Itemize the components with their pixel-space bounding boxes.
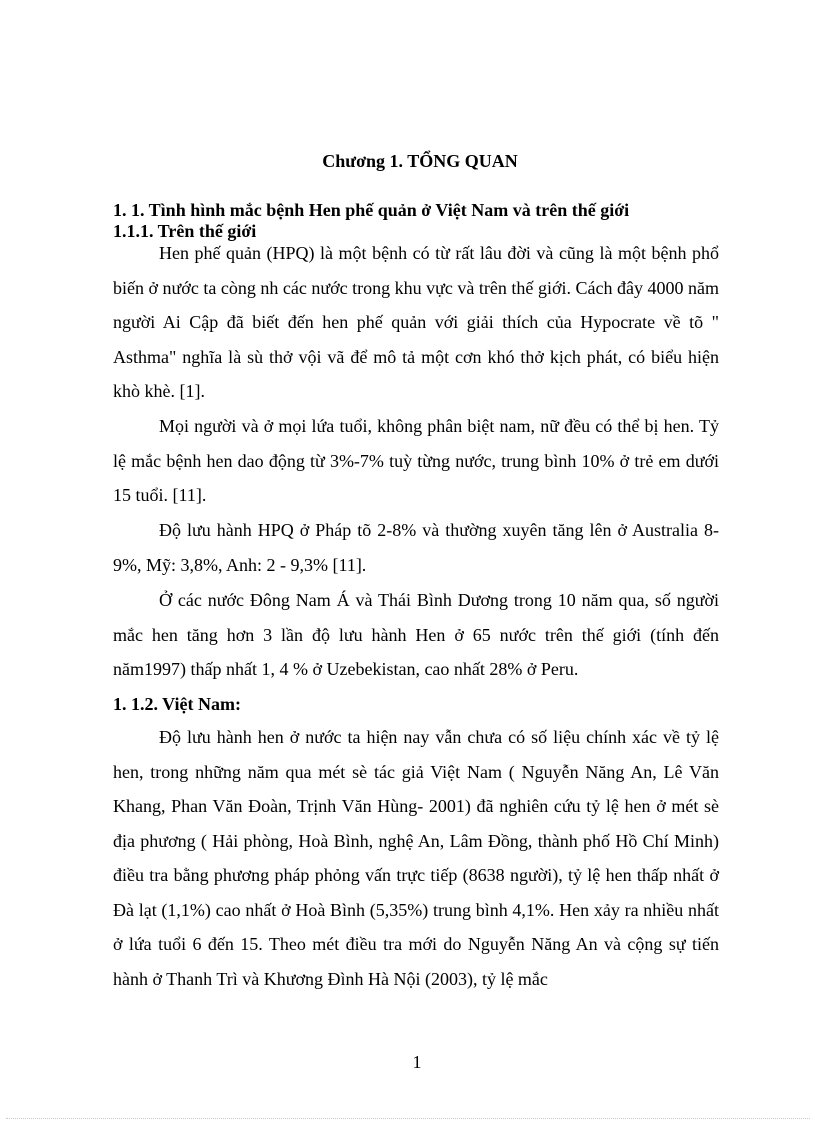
page-number: 1	[412, 1052, 422, 1072]
paragraph-country-prevalence: Độ lưu hành HPQ ở Pháp tõ 2-8% và thường xuyên tăng lên ở Australia 8-9%, Mỹ: 3,8%, Anh: 2 - 9,3% [11].	[113, 520, 719, 575]
paragraph-vietnam: Độ lưu hành hen ở nước ta hiện nay vẫn chưa có số liệu chính xác về tỷ lệ hen, trong những năm qua mét sè tác giả Việt Nam ( Nguyễn Năng An, Lê Văn Khang, Phan Văn Đoàn, Trịnh Văn Hùng- 2001) đã nghiên cứu tỷ lệ hen ở mét sè địa phương ( Hải phòng, Hoà Bình, nghệ An, Lâm Đồng, thành phố Hồ Chí Minh) điều tra bằng phương pháp phỏng vấn trực tiếp (8638 người), tỷ lệ hen thấp nhất ở Đà lạt (1,1%) cao nhất ở Hoà Bình (5,35%) trung bình 4,1%. Hen xảy ra nhiều nhất ở lứa tuổi 6 đến 15. Theo mét điều tra mới do Nguyễn Năng An và cộng sự tiến hành ở Thanh Trì và Khương Đình Hà Nội (2003), tỷ lệ mắc	[113, 727, 719, 989]
paragraph-world-intro: Hen phế quản (HPQ) là một bệnh có từ rất lâu đời và cũng là một bệnh phổ biến ở nước ta còng nh các nước trong khu vực và trên thế giới. Cách đây 4000 năm người Ai Cập đã biết đến hen phế quản với giải thích của Hypocrate về tõ " Asthma" nghĩa là sù thở vội vã để mô tả một cơn khó thở kịch phát, có biểu hiện khò khè. [1].	[113, 243, 719, 401]
section-heading-1-1-2: 1. 1.2. Việt Nam:	[113, 694, 241, 714]
paragraph-age-prevalence: Mọi người và ở mọi lứa tuổi, không phân biệt nam, nữ đều có thể bị hen. Tỷ lệ mắc bệnh hen dao động từ 3%-7% tuỳ từng nước, trung bình 10% ở trẻ em dưới 15 tuổi. [11].	[113, 416, 719, 505]
section-heading-1-1: 1. 1. Tình hình mắc bệnh Hen phế quản ở Việt Nam và trên thế giới	[113, 200, 630, 220]
section-heading-1-1-1: 1.1.1. Trên thế giới	[113, 221, 257, 241]
chapter-title: Chương 1. TỔNG QUAN	[322, 151, 518, 171]
page-bottom-border	[6, 1118, 810, 1119]
paragraph-southeast-asia: Ở các nước Đông Nam Á và Thái Bình Dương trong 10 năm qua, số người mắc hen tăng hơn 3 lần độ lưu hành Hen ở 65 nước trên thế giới (tính đến năm1997) thấp nhất 1, 4 % ở Uzebekistan, cao nhất 28% ở Peru.	[113, 590, 719, 679]
